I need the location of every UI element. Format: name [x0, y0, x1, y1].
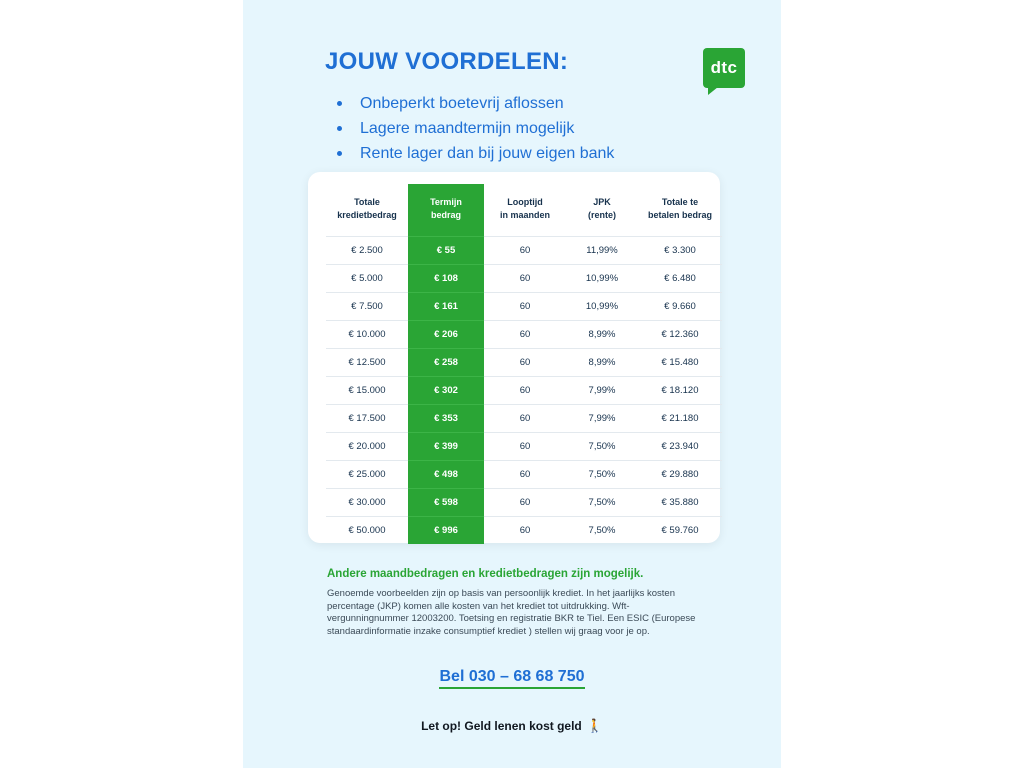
cell-duration: 60: [484, 293, 566, 321]
table-row: [326, 517, 722, 545]
cell-monthly-amount: € 108: [408, 265, 484, 293]
table-header-row: [326, 184, 722, 237]
list-item: [328, 117, 748, 140]
cell-monthly-amount: € 206: [408, 321, 484, 349]
cell-total-payable: € 9.660: [638, 293, 722, 321]
cell-jkp: 7,99%: [566, 377, 638, 405]
benefits-list: [328, 92, 748, 167]
footer-heading: Andere maandbedragen en kredietbedragen zijn mogelijk.: [327, 568, 644, 580]
cell-jkp: 7,50%: [566, 489, 638, 517]
table-row: [326, 321, 722, 349]
cell-duration: 60: [484, 377, 566, 405]
poster-inner: [243, 0, 781, 768]
cell-total-payable: € 6.480: [638, 265, 722, 293]
cell-total-payable: € 3.300: [638, 237, 722, 265]
cell-monthly-amount: € 353: [408, 405, 484, 433]
cell-jkp: 10,99%: [566, 265, 638, 293]
cell-total-payable: € 12.360: [638, 321, 722, 349]
cell-monthly-amount: € 399: [408, 433, 484, 461]
table-row: [326, 405, 722, 433]
table-row: [326, 237, 722, 265]
cell-total-credit: € 15.000: [326, 377, 408, 405]
rates-table: [326, 184, 722, 544]
cell-total-credit: € 10.000: [326, 321, 408, 349]
table-row: [326, 489, 722, 517]
cell-total-credit: € 5.000: [326, 265, 408, 293]
cell-monthly-amount: € 598: [408, 489, 484, 517]
cell-jkp: 10,99%: [566, 293, 638, 321]
column-header-total-credit: Totale kredietbedrag: [337, 197, 397, 220]
cell-jkp: 11,99%: [566, 237, 638, 265]
column-header-monthly-amount: Termijn bedrag: [408, 184, 484, 237]
poster: [243, 0, 781, 768]
footer-body: Genoemde voorbeelden zijn op basis van persoonlijk krediet. In het jaarlijks kosten percentage (JKP) komen alle kosten van het krediet tot uitdrukking. Wft-vergunningnummer 12003200. Toetsing en registratie BKR te Tiel. Een ESIC (Europese standaardinformatie inzake consumptief krediet ) stellen wij graag voor je op.: [327, 588, 696, 637]
cell-jkp: 7,99%: [566, 405, 638, 433]
cell-total-credit: € 50.000: [326, 517, 408, 545]
page-title: JOUW VOORDELEN:: [325, 48, 569, 75]
cell-duration: 60: [484, 461, 566, 489]
column-header-total-payable: Totale te betalen bedrag: [647, 197, 712, 220]
table-row: [326, 377, 722, 405]
table-row: [326, 461, 722, 489]
cell-monthly-amount: € 161: [408, 293, 484, 321]
cell-jkp: 7,50%: [566, 433, 638, 461]
phone-link[interactable]: Bel 030 – 68 68 750: [439, 668, 584, 689]
cell-jkp: 8,99%: [566, 321, 638, 349]
cell-monthly-amount: € 258: [408, 349, 484, 377]
bullet-icon: [337, 126, 342, 131]
cell-duration: 60: [484, 265, 566, 293]
walking-person-icon: 🚶: [586, 718, 603, 733]
cell-total-credit: € 25.000: [326, 461, 408, 489]
table-row: [326, 433, 722, 461]
cell-total-payable: € 23.940: [638, 433, 722, 461]
cell-total-credit: € 12.500: [326, 349, 408, 377]
poster-header: [325, 48, 745, 76]
table-row: [326, 265, 722, 293]
cell-total-credit: € 2.500: [326, 237, 408, 265]
list-item: [328, 142, 748, 165]
cell-total-credit: € 7.500: [326, 293, 408, 321]
cell-duration: 60: [484, 237, 566, 265]
cell-monthly-amount: € 498: [408, 461, 484, 489]
cell-monthly-amount: € 55: [408, 237, 484, 265]
cell-total-credit: € 17.500: [326, 405, 408, 433]
cell-duration: 60: [484, 321, 566, 349]
list-item: [328, 92, 748, 115]
benefit-label: Rente lager dan bij jouw eigen bank: [360, 145, 615, 162]
cell-monthly-amount: € 302: [408, 377, 484, 405]
table-row: [326, 349, 722, 377]
cell-jkp: 8,99%: [566, 349, 638, 377]
phone-cta[interactable]: [243, 668, 781, 686]
cell-duration: 60: [484, 517, 566, 545]
benefit-label: Lagere maandtermijn mogelijk: [360, 120, 575, 137]
legal-warning-label: Let op! Geld lenen kost geld: [421, 719, 582, 733]
cell-total-payable: € 59.760: [638, 517, 722, 545]
logo-text: dtc: [710, 58, 738, 77]
cell-total-payable: € 29.880: [638, 461, 722, 489]
column-header-jkp: JPK (rente): [587, 197, 616, 220]
cell-total-credit: € 30.000: [326, 489, 408, 517]
cell-total-payable: € 21.180: [638, 405, 722, 433]
footer-text: [327, 568, 707, 638]
cell-duration: 60: [484, 433, 566, 461]
rates-card: [308, 172, 720, 543]
cell-jkp: 7,50%: [566, 461, 638, 489]
cell-duration: 60: [484, 489, 566, 517]
bullet-icon: [337, 151, 342, 156]
legal-warning: [243, 718, 781, 734]
cell-total-credit: € 20.000: [326, 433, 408, 461]
cell-total-payable: € 18.120: [638, 377, 722, 405]
dtc-logo: [703, 48, 745, 88]
benefit-label: Onbeperkt boetevrij aflossen: [360, 95, 564, 112]
cell-duration: 60: [484, 405, 566, 433]
table-head: [326, 184, 722, 237]
cell-monthly-amount: € 996: [408, 517, 484, 545]
table-body: [326, 237, 722, 545]
column-header-duration: Looptijd in maanden: [499, 197, 550, 220]
cell-total-payable: € 35.880: [638, 489, 722, 517]
table-row: [326, 293, 722, 321]
cell-duration: 60: [484, 349, 566, 377]
cell-jkp: 7,50%: [566, 517, 638, 545]
bullet-icon: [337, 101, 342, 106]
cell-total-payable: € 15.480: [638, 349, 722, 377]
